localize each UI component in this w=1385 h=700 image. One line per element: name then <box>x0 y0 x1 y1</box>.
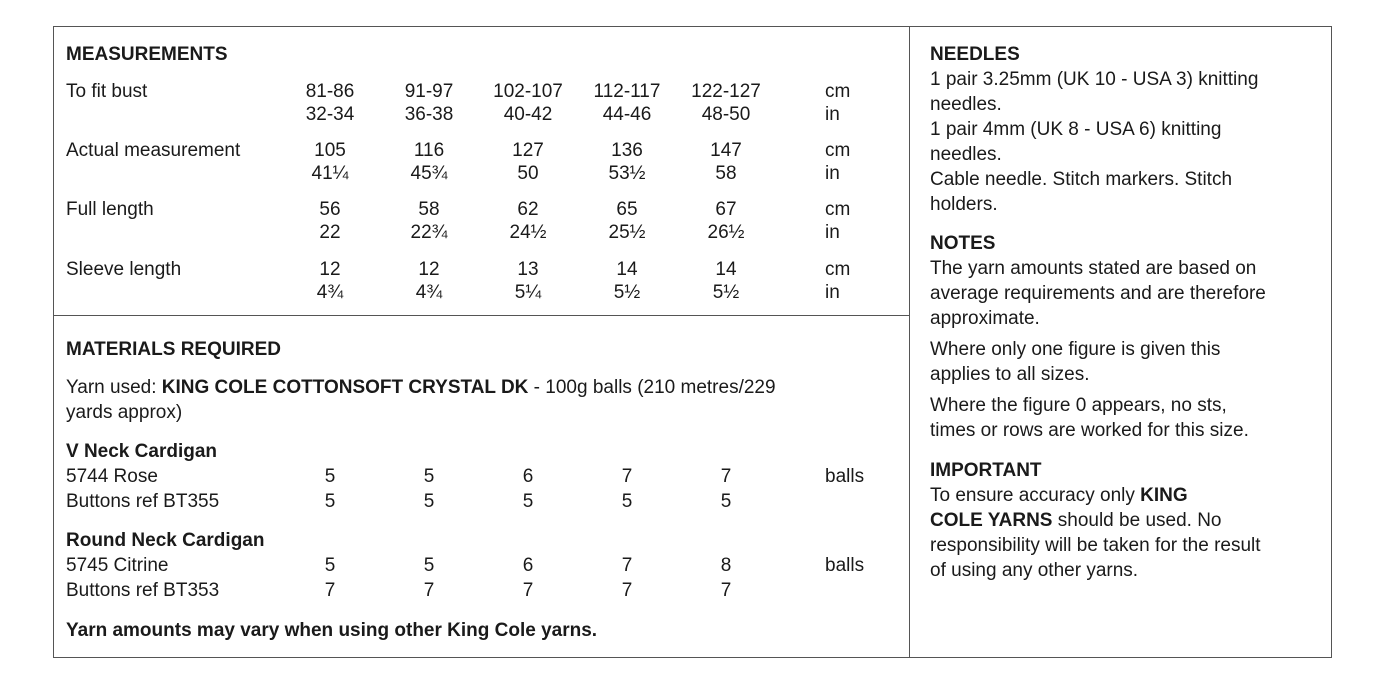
measurement-in-value: 48-50 <box>701 104 751 125</box>
cardigan-style-title: V Neck Cardigan <box>66 441 217 462</box>
measurement-label: Full length <box>66 199 154 220</box>
unit-cm: cm <box>825 81 851 102</box>
measurement-cm-value: 105 <box>314 140 346 161</box>
measurement-cm-value: 116 <box>413 140 445 161</box>
needles-line: holders. <box>930 194 998 215</box>
material-quantity: 5 <box>621 491 633 512</box>
material-quantity: 8 <box>720 555 732 576</box>
measurement-cm-value: 122-127 <box>691 81 761 102</box>
important-line: of using any other yarns. <box>930 560 1139 581</box>
measurement-cm-value: 12 <box>418 259 440 280</box>
measurement-cm-value: 56 <box>319 199 341 220</box>
material-unit: balls <box>825 466 865 487</box>
yarn-name: KING COLE COTTONSOFT CRYSTAL DK <box>161 377 529 398</box>
measurement-in-value: 50 <box>517 163 539 184</box>
material-label: 5745 Citrine <box>66 555 169 576</box>
unit-cm: cm <box>825 199 851 220</box>
unit-in: in <box>825 104 840 125</box>
material-quantity: 5 <box>324 466 336 487</box>
important-section <box>930 458 1322 583</box>
measurement-cm-value: 12 <box>319 259 341 280</box>
measurement-in-value: 53½ <box>608 163 646 184</box>
notes-line: applies to all sizes. <box>930 364 1090 385</box>
measurement-cm-value: 112-117 <box>593 81 661 102</box>
needles-title: NEEDLES <box>930 44 1020 65</box>
important-brand: COLE YARNS <box>930 510 1053 531</box>
measurement-in-value: 5¼ <box>514 282 542 303</box>
yarn-amount-note: Yarn amounts may vary when using other King Cole yarns. <box>66 620 598 641</box>
notes-line: average requirements and are therefore <box>930 283 1266 304</box>
measurement-in-value: 25½ <box>608 222 646 243</box>
material-quantity: 7 <box>621 580 633 601</box>
measurement-in-value: 26½ <box>707 222 745 243</box>
measurement-cm-value: 91-97 <box>404 81 454 102</box>
material-label: Buttons ref BT353 <box>66 580 220 601</box>
materials-title: MATERIALS REQUIRED <box>66 339 281 360</box>
unit-in: in <box>825 163 840 184</box>
material-quantity: 7 <box>720 580 732 601</box>
unit-cm: cm <box>825 259 851 280</box>
measurement-in-value: 22¾ <box>410 222 448 243</box>
measurement-cm-value: 14 <box>715 259 737 280</box>
material-unit: balls <box>825 555 865 576</box>
material-quantity: 6 <box>522 466 534 487</box>
measurement-cm-value: 147 <box>710 140 742 161</box>
measurement-in-value: 41¼ <box>311 163 349 184</box>
material-quantity: 5 <box>324 491 336 512</box>
notes-section <box>930 231 1322 443</box>
material-quantity: 7 <box>522 580 534 601</box>
material-quantity: 5 <box>324 555 336 576</box>
needles-line: 1 pair 4mm (UK 8 - USA 6) knitting <box>930 119 1222 140</box>
measurement-in-value: 40-42 <box>503 104 553 125</box>
yarn-used-line <box>66 375 776 400</box>
material-label: 5744 Rose <box>66 466 158 487</box>
material-quantity: 5 <box>423 491 435 512</box>
measurement-cm-value: 67 <box>715 199 737 220</box>
measurement-cm-value: 58 <box>418 199 440 220</box>
notes-line: Where only one figure is given this <box>930 339 1221 360</box>
measurement-in-value: 4¾ <box>415 282 443 303</box>
material-quantity: 5 <box>423 466 435 487</box>
unit-in: in <box>825 222 840 243</box>
important-line <box>930 483 1322 508</box>
material-quantity: 7 <box>324 580 336 601</box>
material-label: Buttons ref BT355 <box>66 491 220 512</box>
measurement-label: Sleeve length <box>66 259 182 280</box>
needles-line: Cable needle. Stitch markers. Stitch <box>930 169 1233 190</box>
measurements-title: MEASUREMENTS <box>66 44 228 65</box>
column-divider <box>909 26 910 658</box>
material-quantity: 7 <box>621 466 633 487</box>
yarn-used-prefix: Yarn used: <box>66 377 162 398</box>
measurement-cm-value: 62 <box>517 199 539 220</box>
material-quantity: 7 <box>621 555 633 576</box>
measurement-in-value: 24½ <box>509 222 547 243</box>
unit-cm: cm <box>825 140 851 161</box>
measurement-in-value: 36-38 <box>404 104 454 125</box>
needles-section <box>930 42 1322 217</box>
important-text: To ensure accuracy only <box>930 485 1141 506</box>
notes-line: approximate. <box>930 308 1040 329</box>
material-quantity: 5 <box>423 555 435 576</box>
measurement-cm-value: 102-107 <box>493 81 563 102</box>
yarn-details-continued: yards approx) <box>66 402 183 423</box>
needles-line: needles. <box>930 144 1002 165</box>
needles-line: needles. <box>930 94 1002 115</box>
measurement-in-value: 5½ <box>712 282 740 303</box>
measurement-in-value: 45¾ <box>410 163 448 184</box>
notes-line: times or rows are worked for this size. <box>930 420 1249 441</box>
material-quantity: 7 <box>423 580 435 601</box>
notes-line: The yarn amounts stated are based on <box>930 258 1257 279</box>
measurement-cm-value: 81-86 <box>305 81 355 102</box>
material-quantity: 5 <box>720 491 732 512</box>
unit-in: in <box>825 282 840 303</box>
measurement-label: To fit bust <box>66 81 148 102</box>
important-title: IMPORTANT <box>930 460 1042 481</box>
yarn-details: - 100g balls (210 metres/229 <box>528 377 776 398</box>
measurement-in-value: 22 <box>319 222 341 243</box>
measurement-cm-value: 14 <box>616 259 638 280</box>
measurement-in-value: 4¾ <box>316 282 344 303</box>
measurement-in-value: 5½ <box>613 282 641 303</box>
measurement-in-value: 32-34 <box>305 104 355 125</box>
important-line <box>930 508 1322 533</box>
material-quantity: 6 <box>522 555 534 576</box>
cardigan-style-title: Round Neck Cardigan <box>66 530 265 551</box>
material-quantity: 7 <box>720 466 732 487</box>
measurement-label: Actual measurement <box>66 140 241 161</box>
needles-line: 1 pair 3.25mm (UK 10 - USA 3) knitting <box>930 69 1259 90</box>
measurement-cm-value: 127 <box>512 140 544 161</box>
notes-title: NOTES <box>930 233 996 254</box>
measurement-cm-value: 136 <box>611 140 643 161</box>
measurement-cm-value: 13 <box>517 259 539 280</box>
measurement-in-value: 58 <box>715 163 737 184</box>
section-divider <box>53 315 910 316</box>
material-quantity: 5 <box>522 491 534 512</box>
measurement-cm-value: 65 <box>616 199 638 220</box>
measurement-in-value: 44-46 <box>602 104 652 125</box>
notes-line: Where the figure 0 appears, no sts, <box>930 395 1227 416</box>
important-brand: KING <box>1140 485 1188 506</box>
important-text: should be used. No <box>1052 510 1222 531</box>
important-line: responsibility will be taken for the result <box>930 535 1261 556</box>
